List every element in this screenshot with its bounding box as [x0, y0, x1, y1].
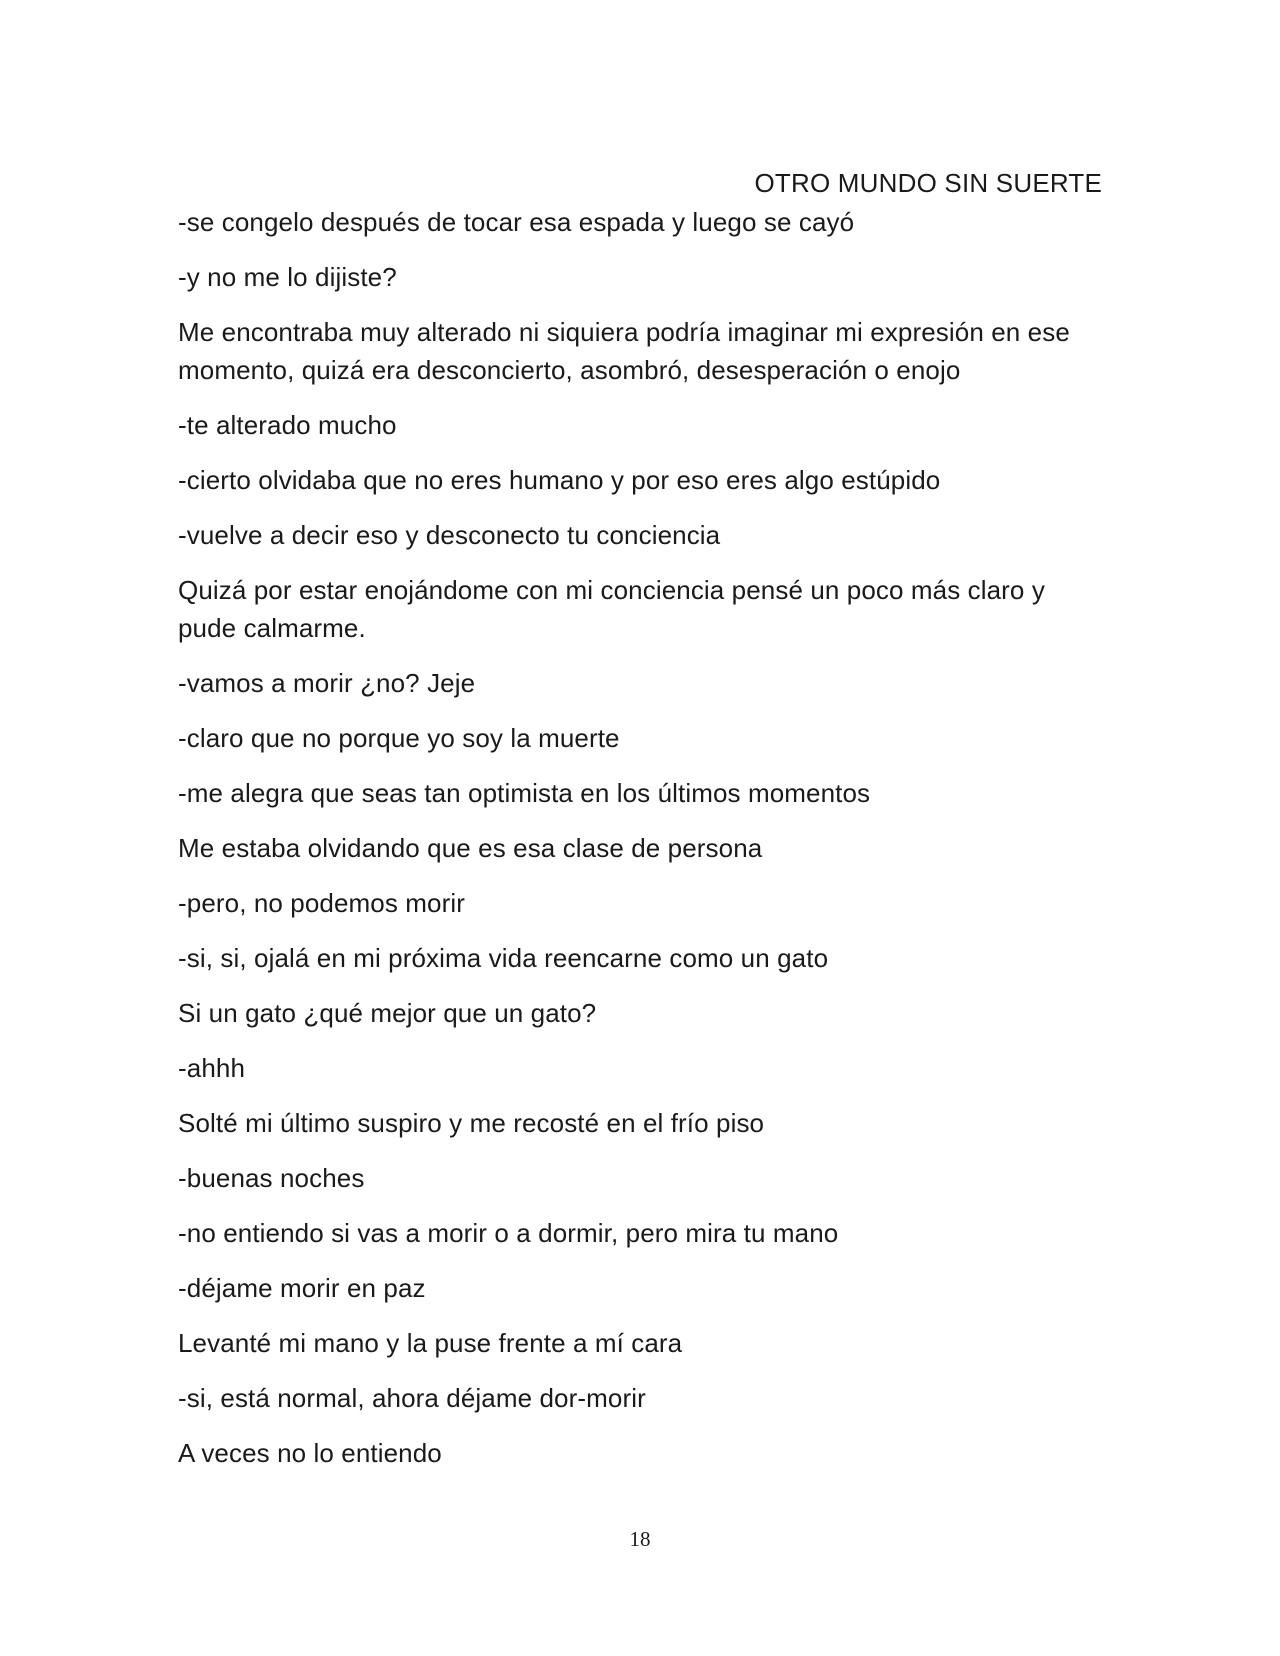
paragraph: -pero, no podemos morir [178, 888, 465, 918]
paragraph: -claro que no porque yo soy la muerte [178, 723, 620, 753]
paragraph: -te alterado mucho [178, 410, 397, 440]
paragraph: Solté mi último suspiro y me recosté en el frío piso [178, 1108, 765, 1138]
paragraph: Quizá por estar enojándome con mi conciencia pensé un poco más claro y pude calmarme. [178, 575, 1045, 643]
paragraph: -si, está normal, ahora déjame dor-morir [178, 1383, 646, 1413]
paragraph: -y no me lo dijiste? [178, 262, 397, 292]
paragraph: -cierto olvidaba que no eres humano y por eso eres algo estúpido [178, 465, 941, 495]
body-text [178, 203, 1108, 1489]
paragraph: Si un gato ¿qué mejor que un gato? [178, 998, 597, 1028]
page-number: 18 [629, 1527, 651, 1551]
paragraph: -si, si, ojalá en mi próxima vida reencarne como un gato [178, 943, 829, 973]
paragraph: A veces no lo entiendo [178, 1438, 442, 1468]
paragraph: -vuelve a decir eso y desconecto tu conciencia [178, 520, 721, 550]
paragraph: -buenas noches [178, 1163, 365, 1193]
running-header-title: OTRO MUNDO SIN SUERTE [754, 168, 1102, 198]
paragraph: -me alegra que seas tan optimista en los últimos momentos [178, 778, 871, 808]
paragraph: Me encontraba muy alterado ni siquiera podría imaginar mi expresión en ese momento, quizá era desconcierto, asombró, desesperación o enojo [178, 317, 1070, 385]
paragraph: -déjame morir en paz [178, 1273, 426, 1303]
paragraph: Me estaba olvidando que es esa clase de persona [178, 833, 763, 863]
paragraph: -se congelo después de tocar esa espada y luego se cayó [178, 207, 855, 237]
paragraph: -vamos a morir ¿no? Jeje [178, 668, 476, 698]
paragraph: -ahhh [178, 1053, 245, 1083]
paragraph: -no entiendo si vas a morir o a dormir, pero mira tu mano [178, 1218, 839, 1248]
paragraph: Levanté mi mano y la puse frente a mí cara [178, 1328, 683, 1358]
